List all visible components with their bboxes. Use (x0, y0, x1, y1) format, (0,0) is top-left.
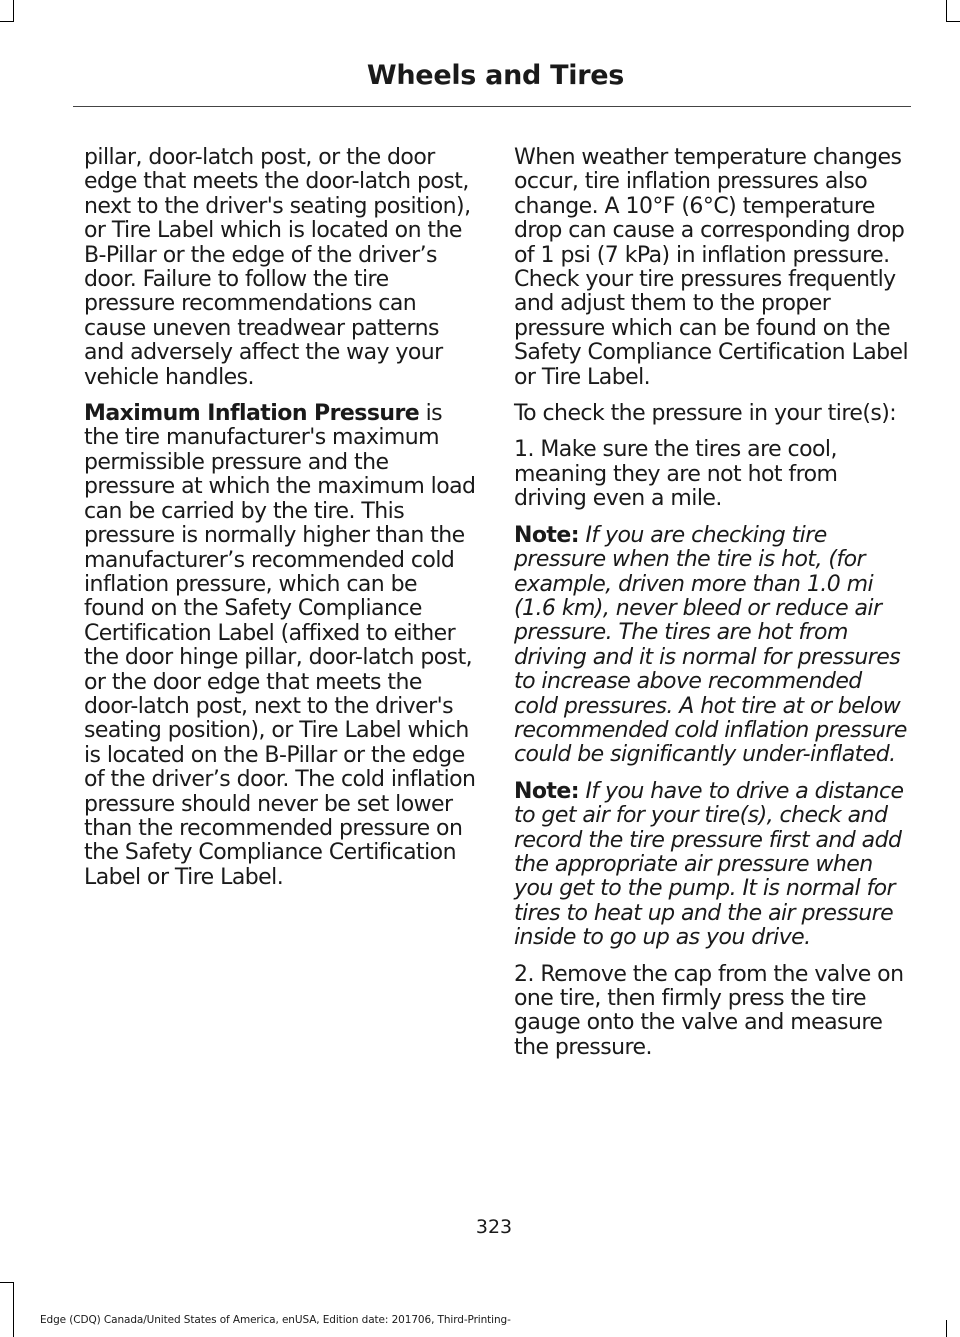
right-paragraph-1: When weather temperature changes occur, tire inflation pressures also change. A 10°F (6°C) temperature drop can cause a corresponding drop of 1 psi (7 kPa) in inflation pressure. Check your tire pressures frequently and adjust them to the proper pressure which can be found on the Safety Compliance Certification Label or Tire Label. (514, 145, 909, 390)
step-1: 1. Make sure the tires are cool, meaning they are not hot from driving even a mile. (514, 437, 838, 512)
term-definition: is the tire manufacturer's maximum permissible pressure and the pressure at which the maximum load can be carried by the tire. This pressure is normally higher than the manufacturer’s recommended cold inflation pressure, which can be found on the Safety Compliance Certification Label (affixed to either the door hinge pillar, door-latch post, or the door edge that meets the door-latch post, next to the driver's seating position), or Tire Label which is located on the B-Pillar or the edge of the driver’s door. The cold inflation pressure should never be set lower than the recommended pressure on the Safety Compliance Certification Label or Tire Label. (84, 401, 476, 890)
crop-mark-top-left-h (0, 21, 14, 22)
step-2: 2. Remove the cap from the valve on one tire, then firmly press the tire gauge onto the valve and measure the pressure. (514, 961, 904, 1060)
page-number: 323 (475, 1216, 513, 1238)
term-maximum-inflation-pressure: Maximum Inflation Pressure (84, 401, 420, 427)
footer-edition-text: Edge (CDQ) Canada/United States of America, enUSA, Edition date: 201706, Third-Printing- (40, 1314, 511, 1326)
right-column (514, 146, 909, 1072)
right-paragraph-2: To check the pressure in your tire(s): (514, 401, 897, 427)
note-1 (514, 524, 909, 768)
left-paragraph-2 (84, 402, 477, 890)
section-title: Wheels and Tires (366, 60, 624, 91)
left-column (84, 146, 477, 902)
crop-mark-top-right (946, 0, 947, 22)
note-label: Note: (514, 778, 580, 804)
crop-mark-top-right-h (946, 21, 960, 22)
crop-mark-bottom-left (13, 1282, 14, 1337)
left-paragraph-1: pillar, door-latch post, or the door edge that meets the door-latch post, next to the driver's seating position), or Tire Label which is located on the B-Pillar or the edge of the driver’s door. Failure to follow the tire pressure recommendations can cause uneven treadwear patterns and adversely affect the way your vehicle handles. (84, 145, 471, 390)
note-2 (514, 780, 909, 951)
note-label: Note: (514, 522, 580, 548)
header-divider (73, 106, 911, 107)
note-text: If you have to drive a distance to get air for your tire(s), check and record the tire pressure first and add the appropriate air pressure when you get to the pump. It is normal for tires to heat up and the air pressure inside to go up as you drive. (514, 778, 904, 951)
crop-mark-bottom-left-h (0, 1282, 14, 1283)
crop-mark-top-left (13, 0, 14, 22)
note-text: If you are checking tire pressure when the tire is hot, (for example, driven more than 1.0 mi (1.6 km), never bleed or reduce air pressure. The tires are hot from driving and it is normal for pressures to increase above recommended cold pressures. A hot tire at or below recommended cold inflation pressure could be significantly under-inflated. (514, 522, 907, 768)
crop-mark-bottom-right (946, 1320, 947, 1337)
